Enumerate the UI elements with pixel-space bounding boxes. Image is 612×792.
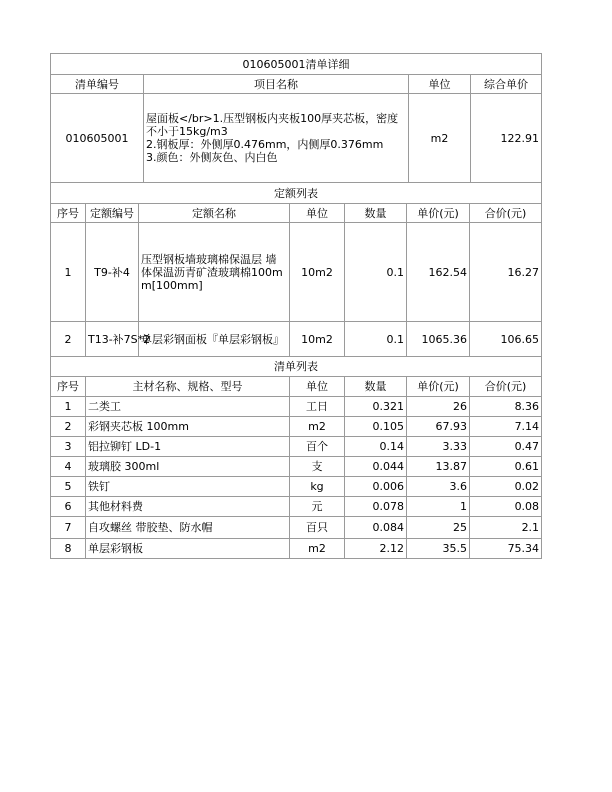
material-price: 25 [407, 517, 470, 539]
material-unit: kg [290, 477, 345, 497]
quota-header-unit: 单位 [290, 204, 345, 223]
bill-header-price: 综合单价 [471, 75, 542, 94]
material-no: 8 [51, 539, 86, 559]
bill-description-line: 2.钢板厚：外侧厚0.476mm，内侧厚0.376mm [146, 138, 384, 151]
material-no: 1 [51, 397, 86, 417]
quota-header-total: 合价(元) [470, 204, 542, 223]
material-qty: 2.12 [345, 539, 407, 559]
table-row [51, 539, 542, 559]
materials-header-unit: 单位 [290, 377, 345, 397]
material-qty: 0.105 [345, 417, 407, 437]
materials-header-name: 主材名称、规格、型号 [86, 377, 290, 397]
material-total: 0.47 [470, 437, 542, 457]
quota-table [50, 182, 542, 357]
quota-no: 1 [51, 223, 86, 322]
materials-header-price: 单价(元) [407, 377, 470, 397]
material-price: 26 [407, 397, 470, 417]
material-price: 3.33 [407, 437, 470, 457]
material-total: 0.08 [470, 497, 542, 517]
material-unit: m2 [290, 539, 345, 559]
material-total: 0.61 [470, 457, 542, 477]
bill-description-line: 屋面板</br>1.压型钢板内夹板100厚夹芯板，密度不小于15kg/m3 [146, 112, 399, 138]
quota-total: 16.27 [470, 223, 542, 322]
material-qty: 0.14 [345, 437, 407, 457]
materials-header-no: 序号 [51, 377, 86, 397]
materials-header-total: 合价(元) [470, 377, 542, 397]
material-unit: 百个 [290, 437, 345, 457]
bill-table [50, 53, 542, 183]
material-name: 二类工 [86, 397, 290, 417]
material-unit: 工日 [290, 397, 345, 417]
quota-no: 2 [51, 322, 86, 357]
material-name: 其他材料费 [86, 497, 290, 517]
materials-table [50, 356, 542, 559]
quota-code: T13-补7S*2 [86, 322, 139, 357]
table-row [51, 397, 542, 417]
material-price: 35.5 [407, 539, 470, 559]
table-row [51, 497, 542, 517]
quota-header-code: 定额编号 [86, 204, 139, 223]
material-qty: 0.321 [345, 397, 407, 417]
quota-code: T9-补4 [86, 223, 139, 322]
material-unit: m2 [290, 417, 345, 437]
bill-description [144, 94, 409, 183]
quota-header-name: 定额名称 [139, 204, 290, 223]
table-row [51, 457, 542, 477]
bill-description-line: 3.颜色：外侧灰色、内白色 [146, 151, 278, 164]
material-total: 7.14 [470, 417, 542, 437]
quota-title: 定额列表 [51, 183, 542, 204]
quota-qty: 0.1 [345, 322, 407, 357]
table-row [51, 477, 542, 497]
bill-header-name: 项目名称 [144, 75, 409, 94]
quota-total: 106.65 [470, 322, 542, 357]
material-name: 铝拉铆钉 LD-1 [86, 437, 290, 457]
quota-header-qty: 数量 [345, 204, 407, 223]
material-name: 玻璃胶 300ml [86, 457, 290, 477]
bill-header-code: 清单编号 [51, 75, 144, 94]
quota-header-price: 单价(元) [407, 204, 470, 223]
table-row [51, 437, 542, 457]
quota-header-no: 序号 [51, 204, 86, 223]
bill-title: 010605001清单详细 [51, 54, 542, 75]
table-row [51, 322, 542, 357]
quota-price: 1065.36 [407, 322, 470, 357]
material-no: 6 [51, 497, 86, 517]
material-price: 3.6 [407, 477, 470, 497]
bill-header-unit: 单位 [409, 75, 471, 94]
material-qty: 0.084 [345, 517, 407, 539]
bill-price: 122.91 [471, 94, 542, 183]
quota-name: 单层彩钢面板『单层彩钢板』 [139, 322, 290, 357]
material-total: 8.36 [470, 397, 542, 417]
materials-header-qty: 数量 [345, 377, 407, 397]
material-total: 75.34 [470, 539, 542, 559]
material-name: 单层彩钢板 [86, 539, 290, 559]
material-total: 0.02 [470, 477, 542, 497]
material-name: 铁钉 [86, 477, 290, 497]
table-row [51, 417, 542, 437]
quota-unit: 10m2 [290, 223, 345, 322]
quota-qty: 0.1 [345, 223, 407, 322]
material-unit: 支 [290, 457, 345, 477]
material-no: 4 [51, 457, 86, 477]
materials-title: 清单列表 [51, 357, 542, 377]
bill-unit: m2 [409, 94, 471, 183]
quota-unit: 10m2 [290, 322, 345, 357]
material-qty: 0.044 [345, 457, 407, 477]
table-row [51, 517, 542, 539]
material-unit: 元 [290, 497, 345, 517]
material-no: 2 [51, 417, 86, 437]
material-price: 13.87 [407, 457, 470, 477]
bill-code: 010605001 [51, 94, 144, 183]
quota-price: 162.54 [407, 223, 470, 322]
material-name: 彩钢夹芯板 100mm [86, 417, 290, 437]
quota-name: 压型钢板墙玻璃棉保温层 墙体保温沥青矿渣玻璃棉100mm[100mm] [139, 223, 290, 322]
material-price: 67.93 [407, 417, 470, 437]
material-qty: 0.006 [345, 477, 407, 497]
material-unit: 百只 [290, 517, 345, 539]
table-row [51, 223, 542, 322]
material-price: 1 [407, 497, 470, 517]
material-name: 自攻螺丝 带胶垫、防水帽 [86, 517, 290, 539]
material-no: 5 [51, 477, 86, 497]
material-no: 7 [51, 517, 86, 539]
material-qty: 0.078 [345, 497, 407, 517]
material-total: 2.1 [470, 517, 542, 539]
material-no: 3 [51, 437, 86, 457]
